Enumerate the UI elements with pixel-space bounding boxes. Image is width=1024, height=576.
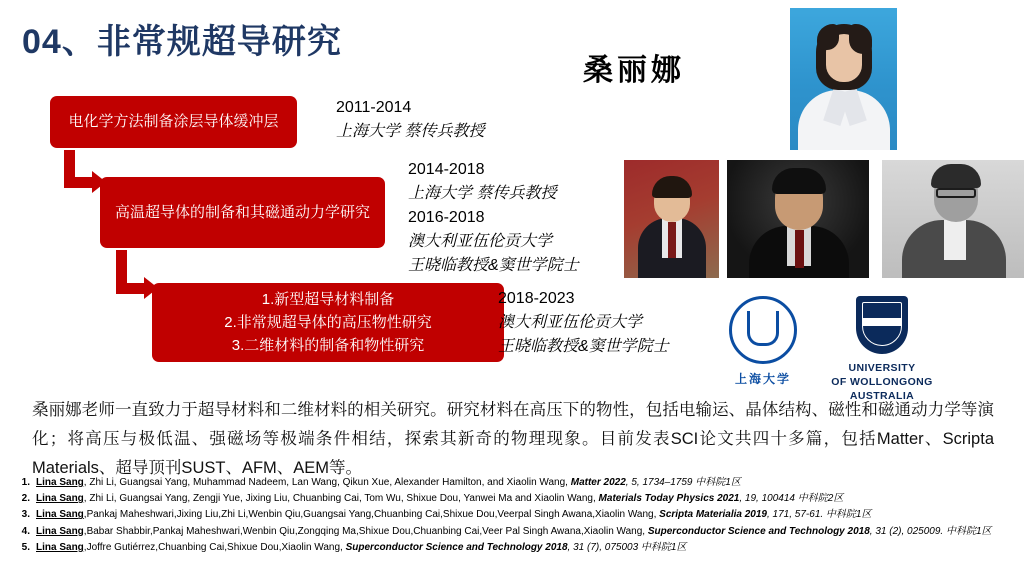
timeline-2-period-2: 2016-2018 <box>408 209 485 226</box>
publication-author: Lina Sang <box>36 477 84 488</box>
flow-box-stage-3-line-1: 1.新型超导材料制备 <box>261 290 395 308</box>
uow-logo-line-1: UNIVERSITY <box>848 362 916 374</box>
flow-box-stage-3-line-3: 3.二维材料的制备和物性研究 <box>231 337 425 355</box>
publication-volume: , 31 (2), 025009. 中科院1区 <box>869 525 992 537</box>
portrait-photo <box>790 8 897 150</box>
publication-journal: Scripta Materialia 2019 <box>659 509 767 521</box>
publication-coauthors: , Zhi Li, Guangsai Yang, Muhammad Nadeem, Lan Wang, Qikun Xue, Alexander Hamilton, and Xiaolin Wang, <box>83 477 571 488</box>
collaborator-photo-1 <box>624 160 719 278</box>
timeline-3-detail-1: 澳大利亚伍伦贡大学 <box>498 314 643 331</box>
publication-item <box>16 525 1016 539</box>
timeline-3-period: 2018-2023 <box>498 290 575 307</box>
publication-journal: Materials Today Physics 2021 <box>598 493 740 505</box>
publication-author: Lina Sang <box>36 493 84 505</box>
timeline-3-detail-2: 王晓临教授&窦世学院士 <box>498 338 669 355</box>
publication-coauthors: ,Joffre Gutiérrez,Chuanbing Cai,Shixue Dou,Xiaolin Wang, <box>83 541 346 553</box>
publication-author: Lina Sang <box>36 509 84 521</box>
collaborator-photo-2 <box>727 160 869 278</box>
publication-item <box>16 541 1016 555</box>
publication-list <box>16 476 1016 557</box>
publication-volume: , 5, 1734–1759 中科院1区 <box>625 477 741 488</box>
publication-number: 5. <box>21 541 30 553</box>
uow-logo-line-3: AUSTRALIA <box>849 390 915 403</box>
publication-item <box>16 508 1016 522</box>
uow-logo-line-2: OF WOLLONGONG <box>831 376 933 389</box>
publication-number: 4. <box>21 525 30 537</box>
shanghai-university-logo <box>718 296 808 387</box>
publication-item <box>16 476 1016 490</box>
publication-author: Lina Sang <box>36 525 84 537</box>
uow-logo <box>812 296 952 404</box>
publication-number: 3. <box>21 509 30 521</box>
uow-crest-icon <box>856 296 908 354</box>
timeline-2-detail-2: 澳大利亚伍伦贡大学 <box>408 233 553 250</box>
portrait-hair-front-left <box>817 24 839 50</box>
flow-arrow-1 <box>64 150 124 202</box>
publication-text <box>36 508 1016 522</box>
timeline-entry-1 <box>336 96 484 144</box>
timeline-1-period: 2011-2014 <box>336 99 412 116</box>
publication-volume: , 19, 100414 中科院2区 <box>739 493 844 505</box>
publication-coauthors: ,Babar Shabbir,Pankaj Maheshwari,Wenbin Qiu,Zongqing Ma,Shixue Dou,Chuanbing Cai,Veer Pal Singh Awana,Xiaolin Wang, <box>83 525 648 537</box>
flow-box-stage-3-line-2: 2.非常规超导体的高压物性研究 <box>224 313 432 331</box>
publication-number: 1. <box>21 477 30 488</box>
publication-number: 2. <box>21 493 30 505</box>
flow-arrow-2 <box>116 250 176 310</box>
flow-box-stage-1: 电化学方法制备涂层导体缓冲层 <box>50 96 297 148</box>
page-title: 04、非常规超导研究 <box>22 23 342 61</box>
publication-journal: Matter 2022 <box>570 477 626 488</box>
publication-text <box>36 476 1016 490</box>
timeline-entry-3 <box>498 287 669 359</box>
timeline-1-detail: 上海大学 蔡传兵教授 <box>336 123 485 140</box>
flow-box-stage-3 <box>152 283 504 362</box>
publication-text <box>36 525 1016 539</box>
person-name: 桑丽娜 <box>583 54 685 87</box>
collaborator-photo-3 <box>882 160 1024 278</box>
shanghai-university-logo-label: 上海大学 <box>734 372 791 386</box>
publication-coauthors: ,Pankaj Maheshwari,Jixing Liu,Zhi Li,Wenbin Qiu,Guangsai Yang,Chuanbing Cai,Shixue Dou,Veerpal Singh Awana,Xiaolin Wang, <box>83 509 660 521</box>
timeline-2-period-1: 2014-2018 <box>408 161 485 178</box>
publication-item <box>16 492 1016 506</box>
publication-volume: , 171, 57-61. 中科院1区 <box>767 509 872 521</box>
publication-coauthors: , Zhi Li, Guangsai Yang, Zengji Yue, Jixing Liu, Chuanbing Cai, Tom Wu, Shixue Dou, Yanwei Ma and Xiaolin Wang, <box>83 493 599 505</box>
publication-journal: Superconductor Science and Technology 2018 <box>647 525 870 537</box>
flow-box-stage-2: 高温超导体的制备和其磁通动力学研究 <box>100 177 385 248</box>
timeline-2-detail-1: 上海大学 蔡传兵教授 <box>408 185 557 202</box>
publication-journal: Superconductor Science and Technology 2018 <box>345 541 568 553</box>
timeline-2-detail-3: 王晓临教授&窦世学院士 <box>408 257 579 274</box>
timeline-entry-2 <box>408 158 579 278</box>
publication-text <box>36 492 1016 506</box>
shanghai-university-seal-icon <box>729 296 797 364</box>
publication-volume: , 31 (7), 075003 中科院1区 <box>567 541 687 553</box>
summary-paragraph: 桑丽娜老师一直致力于超导材料和二维材料的相关研究。研究材料在高压下的物性，包括电输运、晶体结构、磁性和磁通动力学等演化；将高压与极低温、强磁场等极端条件相结，探索其新奇的物理现象。目前发表SCI论文共四十多篇，包括Matter、Scripta Materials、超导顶刊SUST、AFM、AEM等。 <box>32 401 994 477</box>
publication-author: Lina Sang <box>36 541 84 553</box>
publication-text <box>36 541 1016 555</box>
portrait-hair-front-right <box>849 24 872 54</box>
